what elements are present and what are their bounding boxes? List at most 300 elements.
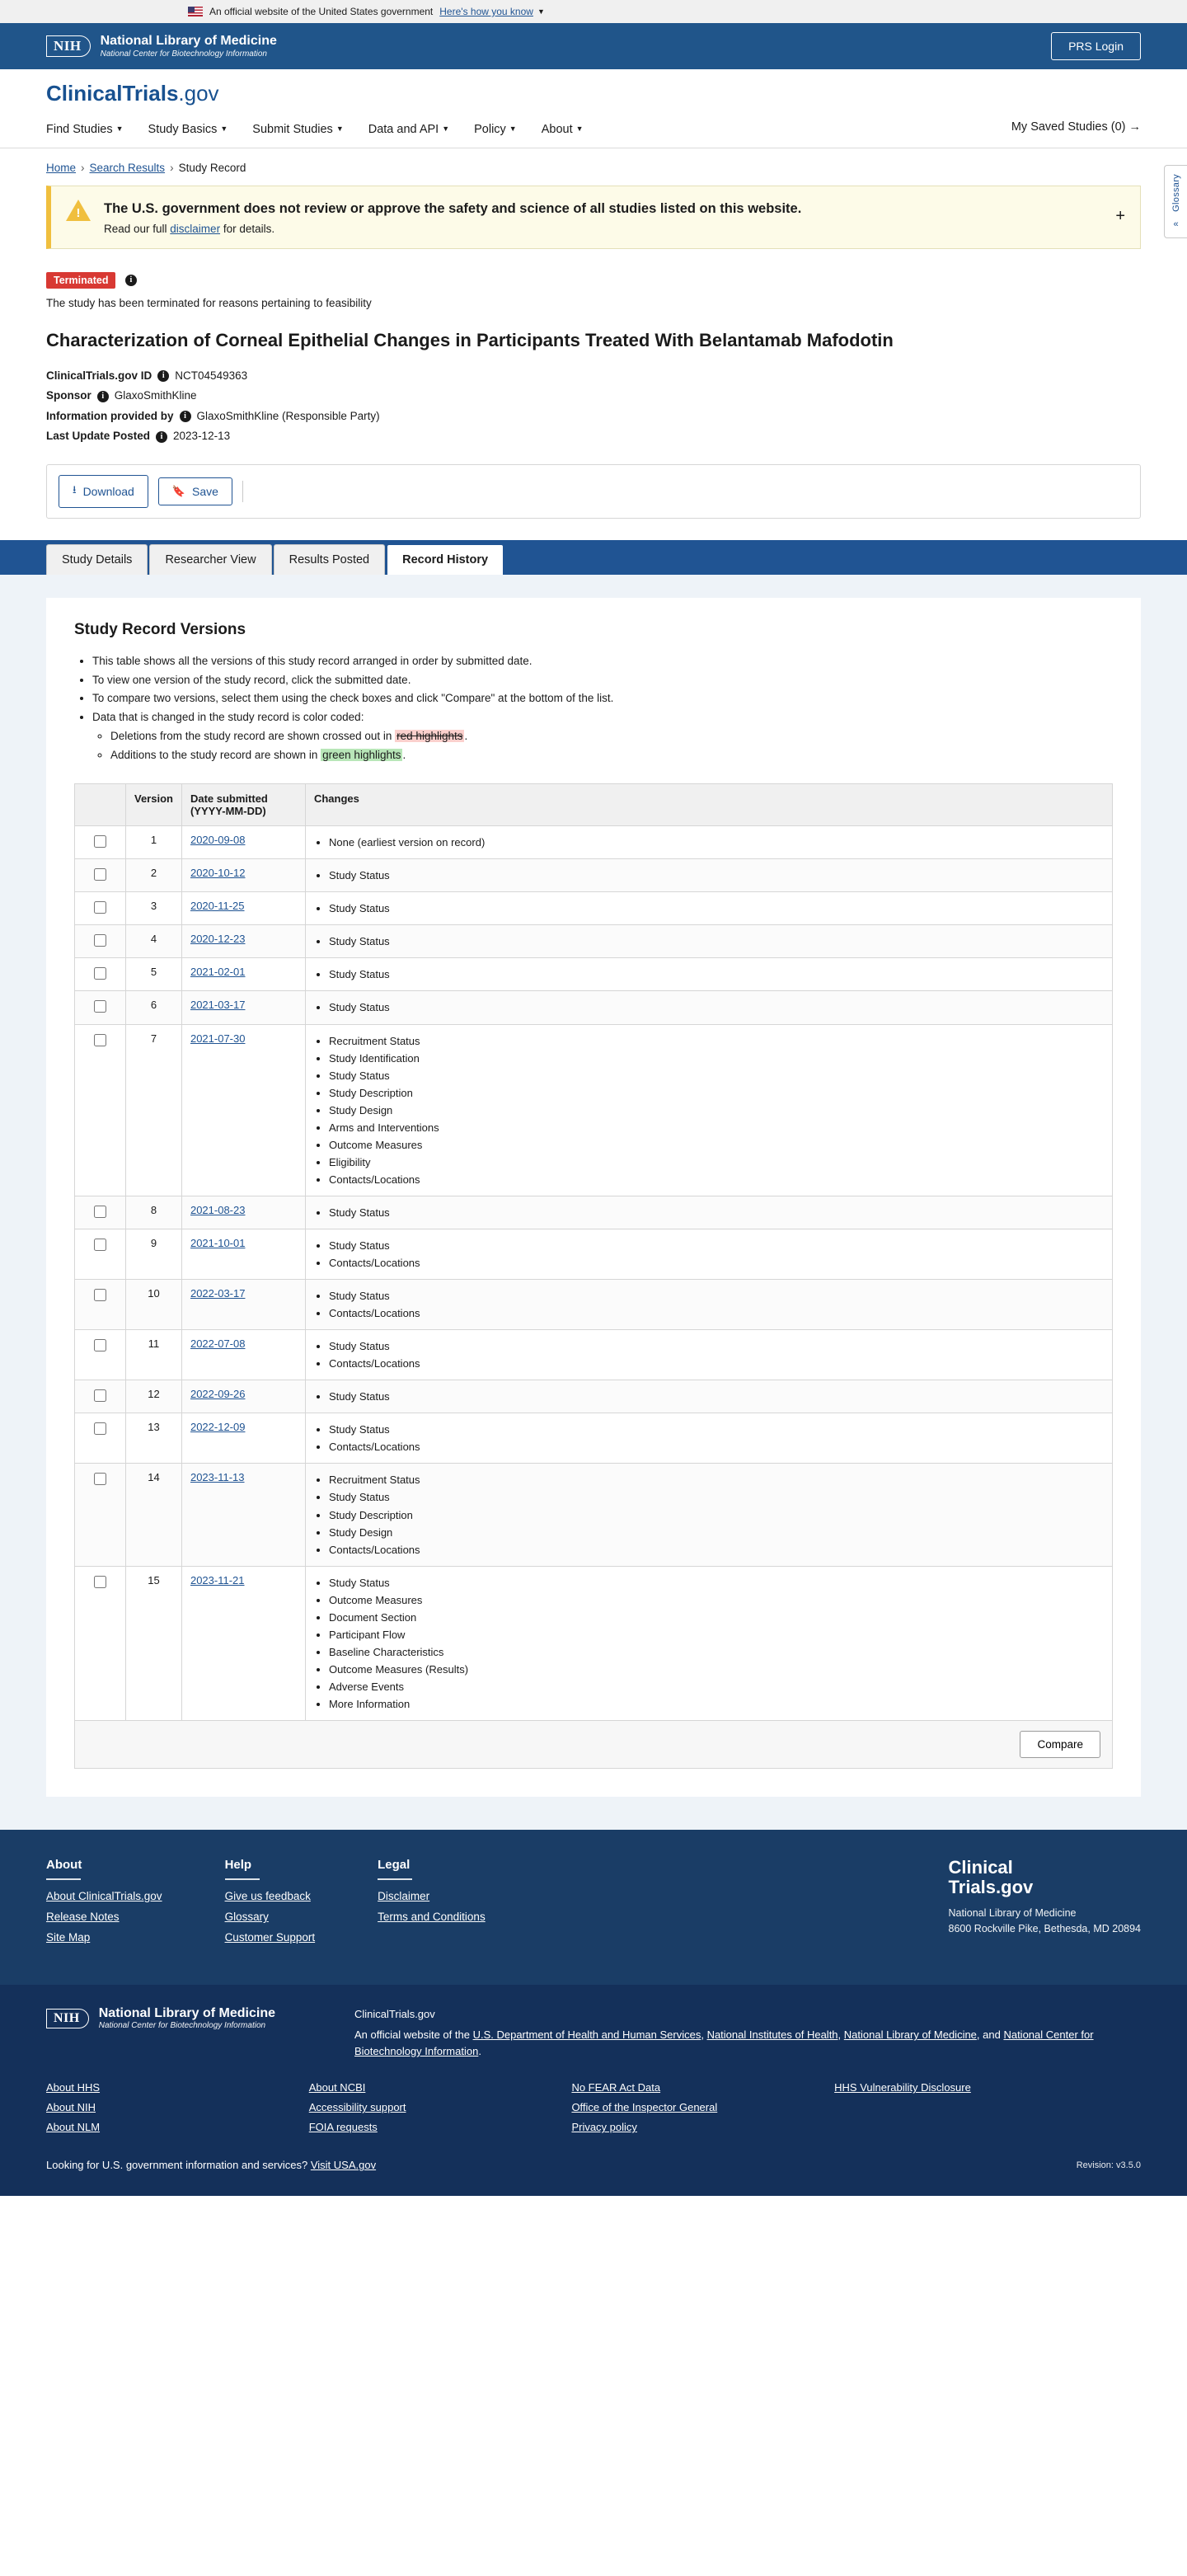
alert-title: The U.S. government does not review or approve the safety and science of all studies listed on this website. <box>104 201 802 216</box>
status-badge: Terminated <box>46 272 115 289</box>
row-select-cell <box>75 991 126 1024</box>
chevron-down-icon: ▼ <box>575 125 584 133</box>
content-area <box>0 575 1187 1830</box>
footer-link-inspector-general[interactable]: Office of the Inspector General <box>571 2101 718 2114</box>
change-item: • Participant Flow <box>329 1626 1104 1643</box>
status-section <box>0 249 1187 309</box>
date-submitted-cell <box>181 1196 305 1229</box>
nav-label: Study Basics <box>148 123 218 136</box>
footer-ncbi-subtitle: National Center for Biotechnology Information <box>98 2021 266 2031</box>
date-submitted-cell <box>181 1024 305 1196</box>
change-item: • Outcome Measures <box>329 1591 1104 1609</box>
row-select-cell <box>75 859 126 892</box>
gov-footer-link-column <box>46 2081 309 2141</box>
date-submitted-cell <box>181 1280 305 1330</box>
table-row <box>75 1330 1113 1380</box>
version-date-link[interactable]: 2022-12-09 <box>190 1421 246 1434</box>
tab-results-posted[interactable]: Results Posted <box>274 544 386 575</box>
row-select-cell <box>75 925 126 958</box>
chevron-down-icon: ▼ <box>442 125 450 133</box>
version-checkbox[interactable] <box>94 835 106 848</box>
version-checkbox[interactable] <box>94 1034 106 1046</box>
row-select-cell <box>75 958 126 991</box>
row-select-cell <box>75 1380 126 1413</box>
changes-cell <box>305 991 1112 1024</box>
change-item: • Study Status <box>329 867 1104 884</box>
chevron-down-icon: ▼ <box>509 125 517 133</box>
meta-label: Last Update Posted <box>46 430 151 443</box>
meta-row <box>46 430 1141 442</box>
change-item: • Study Status <box>329 1574 1104 1591</box>
change-item: • Study Design <box>329 1102 1104 1119</box>
footer-link-hhs[interactable]: U.S. Department of Health and Human Services <box>472 2028 701 2042</box>
version-checkbox[interactable] <box>94 1206 106 1218</box>
change-item: • Contacts/Locations <box>329 1355 1104 1372</box>
version-date-link[interactable]: 2021-07-30 <box>190 1032 246 1045</box>
nav-item-data-and-api[interactable] <box>368 118 449 148</box>
breadcrumb-search-results[interactable]: Search Results <box>89 162 166 174</box>
table-row <box>75 826 1113 859</box>
list-item: • To view one version of the study record, click the submitted date. <box>92 671 1113 690</box>
version-checkbox[interactable] <box>94 1239 106 1251</box>
change-item: • Study Description <box>329 1507 1104 1524</box>
footer-link-site-map[interactable]: Site Map <box>46 1931 91 1944</box>
us-flag-icon <box>188 7 203 16</box>
changes-cell <box>305 1024 1112 1196</box>
version-date-link[interactable]: 2020-09-08 <box>190 834 246 847</box>
footer-link-nlm[interactable]: National Library of Medicine <box>843 2028 977 2042</box>
row-select-cell <box>75 1024 126 1196</box>
footer-link-about-ncbi[interactable]: About NCBI <box>308 2081 366 2094</box>
color-code-intro: Data that is changed in the study record is color coded: <box>92 711 364 724</box>
nlm-title: National Library of Medicine <box>100 34 277 49</box>
date-submitted-cell <box>181 1380 305 1413</box>
change-item: • Eligibility <box>329 1154 1104 1171</box>
change-item: • More Information <box>329 1695 1104 1713</box>
disclaimer-alert <box>46 186 1141 249</box>
footer-link-nih[interactable]: National Institutes of Health <box>706 2028 838 2042</box>
table-footer <box>74 1721 1113 1769</box>
date-submitted-cell <box>181 958 305 991</box>
version-number-cell: 7 <box>126 1024 182 1196</box>
meta-label: ClinicalTrials.gov ID <box>46 369 152 382</box>
compare-button[interactable]: Compare <box>1020 1731 1100 1758</box>
row-select-cell <box>75 892 126 925</box>
version-date-link[interactable]: 2020-12-23 <box>190 933 246 946</box>
table-header-row <box>75 784 1113 826</box>
row-select-cell <box>75 1330 126 1380</box>
list-item: • To compare two versions, select them using the check boxes and click "Compare" at the bottom of the list. <box>92 689 1113 708</box>
chevron-down-icon: ▼ <box>335 125 344 133</box>
change-item: • None (earliest version on record) <box>329 834 1104 851</box>
main-nav <box>0 106 1187 148</box>
nav-item-submit-studies[interactable] <box>252 118 343 148</box>
disclaimer-link[interactable]: disclaimer <box>170 223 221 236</box>
alert-expand-button[interactable]: + <box>1115 207 1125 225</box>
footer-column-legal <box>378 1858 486 1952</box>
nav-label: Find Studies <box>46 123 113 136</box>
official-middle: , and <box>976 2028 1004 2042</box>
version-date-link[interactable]: 2022-03-17 <box>190 1287 246 1300</box>
divider <box>225 1878 260 1880</box>
version-date-link[interactable]: 2023-11-13 <box>190 1471 245 1484</box>
footer-link-disclaimer[interactable]: Disclaimer <box>378 1890 430 1903</box>
meta-row <box>46 410 1141 422</box>
change-item: • Study Status <box>329 1067 1104 1084</box>
column-header-changes: Changes <box>305 784 1112 826</box>
change-item: • Study Status <box>329 1388 1104 1405</box>
versions-table-body <box>75 826 1113 1721</box>
nih-logo[interactable] <box>46 34 277 58</box>
record-history-card <box>46 598 1141 1797</box>
info-icon[interactable]: i <box>156 431 167 443</box>
change-item: • Document Section <box>329 1609 1104 1626</box>
change-item: • Arms and Interventions <box>329 1119 1104 1136</box>
footer-address-line1: National Library of Medicine <box>948 1907 1077 1920</box>
gov-footer-link-column <box>309 2081 572 2141</box>
brand-bold: ClinicalTrials <box>46 81 179 106</box>
change-item: • Study Status <box>329 1421 1104 1438</box>
changes-cell <box>305 1380 1112 1413</box>
date-submitted-cell <box>181 892 305 925</box>
official-prefix: An official website of the <box>354 2028 473 2042</box>
footer-link-vulnerability-disclosure[interactable]: HHS Vulnerability Disclosure <box>834 2081 971 2094</box>
changes-cell <box>305 958 1112 991</box>
change-item: • Study Status <box>329 999 1104 1016</box>
table-row <box>75 925 1113 958</box>
version-date-link[interactable]: 2021-10-01 <box>190 1236 246 1249</box>
version-date-link[interactable]: 2021-03-17 <box>190 999 246 1012</box>
study-meta <box>46 369 1141 443</box>
footer-link-glossary[interactable]: Glossary <box>224 1911 269 1924</box>
version-number-cell: 11 <box>126 1330 182 1380</box>
row-select-cell <box>75 1413 126 1464</box>
footer-address-line2: 8600 Rockville Pike, Bethesda, MD 20894 <box>948 1923 1141 1935</box>
nav-label: About <box>541 123 573 136</box>
version-number-cell: 15 <box>126 1566 182 1720</box>
version-number-cell: 8 <box>126 1196 182 1229</box>
date-submitted-cell <box>181 1464 305 1566</box>
alert-subtext <box>104 223 801 235</box>
table-row <box>75 859 1113 892</box>
change-item: • Study Identification <box>329 1050 1104 1067</box>
changes-cell <box>305 859 1112 892</box>
version-checkbox[interactable] <box>94 1289 106 1301</box>
footer-heading: About <box>46 1858 82 1873</box>
glossary-tab[interactable] <box>1164 165 1187 238</box>
green-highlight-sample: green highlights <box>322 749 401 762</box>
version-number-cell: 2 <box>126 859 182 892</box>
breadcrumb-current: Study Record <box>178 162 246 174</box>
footer-link-about-nlm[interactable]: About NLM <box>46 2121 101 2134</box>
meta-row <box>46 389 1141 402</box>
study-tabs <box>0 540 1187 575</box>
glossary-tab-label: Glossary <box>1171 174 1181 212</box>
table-row <box>75 1380 1113 1413</box>
date-submitted-cell <box>181 991 305 1024</box>
footer-brand-line2: Trials.gov <box>948 1877 1034 1898</box>
footer-nih-logo[interactable] <box>46 2006 326 2030</box>
info-icon[interactable]: i <box>157 370 169 382</box>
meta-value: NCT04549363 <box>175 369 248 382</box>
change-item: • Study Status <box>329 1488 1104 1506</box>
row-select-cell <box>75 1196 126 1229</box>
version-number-cell: 9 <box>126 1229 182 1279</box>
site-header <box>0 69 1187 106</box>
version-checkbox[interactable] <box>94 1339 106 1351</box>
change-item: • Contacts/Locations <box>329 1438 1104 1455</box>
change-item: • Recruitment Status <box>329 1032 1104 1050</box>
footer-brand <box>949 1858 1141 1952</box>
site-footer <box>0 1830 1187 1985</box>
info-icon[interactable]: i <box>97 391 109 402</box>
changes-cell <box>305 1464 1112 1566</box>
nih-mark: NIH <box>46 2009 89 2028</box>
table-row <box>75 892 1113 925</box>
change-item: • Study Status <box>329 1337 1104 1355</box>
alert-sub-suffix: for details. <box>220 223 275 236</box>
change-item: • Study Status <box>329 933 1104 950</box>
version-checkbox[interactable] <box>94 901 106 914</box>
meta-value: GlaxoSmithKline (Responsible Party) <box>196 409 380 422</box>
chevron-down-icon: ▼ <box>220 125 228 133</box>
gov-footer-links <box>46 2081 1141 2141</box>
date-submitted-cell <box>181 1566 305 1720</box>
table-row <box>75 1024 1113 1196</box>
gov-footer-link-column <box>834 2081 1097 2141</box>
section-heading: Study Record Versions <box>74 620 246 638</box>
version-date-link[interactable]: 2023-11-21 <box>190 1573 245 1586</box>
version-date-link[interactable]: 2021-08-23 <box>190 1203 246 1216</box>
meta-value: 2023-12-13 <box>173 430 231 443</box>
nav-item-about[interactable] <box>542 118 584 148</box>
date-submitted-cell <box>181 826 305 859</box>
change-item: • Study Status <box>329 1287 1104 1304</box>
changes-cell <box>305 1566 1112 1720</box>
footer-brand-line1: Clinical <box>948 1857 1013 1878</box>
official-suffix: . <box>478 2045 481 2058</box>
version-number-cell: 12 <box>126 1380 182 1413</box>
chevron-down-icon: ▼ <box>115 125 124 133</box>
changes-cell <box>305 1196 1112 1229</box>
gov-banner <box>0 0 1187 23</box>
info-icon[interactable]: i <box>125 275 137 286</box>
footer-link-privacy-policy[interactable]: Privacy policy <box>571 2121 637 2134</box>
row-select-cell <box>75 826 126 859</box>
footer-link-about-clinicaltrials[interactable]: About ClinicalTrials.gov <box>46 1890 162 1903</box>
table-row <box>75 1413 1113 1464</box>
version-date-link[interactable]: 2022-07-08 <box>190 1337 246 1351</box>
column-header-version: Version <box>126 784 182 826</box>
version-date-link[interactable]: 2020-11-25 <box>190 900 245 913</box>
list-item <box>110 727 1113 746</box>
change-item: • Study Status <box>329 900 1104 917</box>
version-checkbox[interactable] <box>94 1473 106 1485</box>
date-submitted-cell <box>181 859 305 892</box>
footer-link-ncbi[interactable]: National Center for Biotechnology Information <box>354 2028 1094 2058</box>
date-submitted-cell <box>181 1330 305 1380</box>
breadcrumb-home[interactable]: Home <box>46 162 77 174</box>
deletions-suffix: . <box>464 730 468 743</box>
footer-official-text: ClinicalTrials.gov An official website of the U.S. Department of Health and Human Services, National Institutes of Health, National Library of Medicine, and National Center for Biotechnology Information. <box>354 2006 1141 2060</box>
breadcrumb-separator: › <box>81 162 85 174</box>
breadcrumb <box>0 148 1187 182</box>
nav-label: Data and API <box>368 123 439 136</box>
brand-light: .gov <box>178 81 219 106</box>
version-number-cell: 13 <box>126 1413 182 1464</box>
footer-link-about-nih[interactable]: About NIH <box>46 2101 96 2114</box>
version-date-link[interactable]: 2022-09-26 <box>190 1388 246 1401</box>
footer-site-name: ClinicalTrials.gov <box>354 2008 435 2021</box>
nav-item-policy[interactable] <box>474 118 517 148</box>
prs-login-button[interactable]: PRS Login <box>1051 32 1141 60</box>
how-you-know-link[interactable]: Here's how you know <box>439 6 533 17</box>
footer-column-help <box>225 1858 316 1952</box>
change-item: • Baseline Characteristics <box>329 1643 1104 1661</box>
change-item: • Contacts/Locations <box>329 1171 1104 1188</box>
change-item: • Outcome Measures (Results) <box>329 1661 1104 1678</box>
divider <box>46 1878 81 1880</box>
footer-heading: Legal <box>378 1858 411 1873</box>
gov-banner-text: An official website of the United States government <box>209 6 434 17</box>
version-number-cell: 14 <box>126 1464 182 1566</box>
warning-icon: ! <box>66 200 91 222</box>
nav-label: Policy <box>474 123 506 136</box>
tab-study-details[interactable]: Study Details <box>46 544 148 575</box>
row-select-cell <box>75 1229 126 1279</box>
divider <box>378 1878 412 1880</box>
changes-cell <box>305 1330 1112 1380</box>
version-number-cell: 10 <box>126 1280 182 1330</box>
instructions-list <box>74 652 1113 766</box>
table-row <box>75 1566 1113 1720</box>
column-header-date: Date submitted (YYYY-MM-DD) <box>181 784 305 826</box>
footer-link-foia[interactable]: FOIA requests <box>308 2121 378 2134</box>
table-row <box>75 1280 1113 1330</box>
change-item: • Contacts/Locations <box>329 1304 1104 1322</box>
meta-row <box>46 369 1141 382</box>
date-submitted-cell <box>181 925 305 958</box>
footer-link-about-hhs[interactable]: About HHS <box>46 2081 101 2094</box>
additions-suffix: . <box>402 749 406 762</box>
change-item: • Study Status <box>329 1204 1104 1221</box>
alert-sub-prefix: Read our full <box>104 223 171 236</box>
my-saved-studies-link[interactable]: My Saved Studies (0) → <box>1011 120 1141 134</box>
table-row <box>75 991 1113 1024</box>
download-label: Download <box>82 484 134 498</box>
collapse-icon: « <box>1173 219 1179 229</box>
footer-heading: Help <box>224 1858 252 1873</box>
gov-footer <box>0 1985 1187 2196</box>
save-button[interactable] <box>158 477 232 505</box>
save-label: Save <box>192 484 218 498</box>
nav-label: Submit Studies <box>252 123 333 136</box>
table-row <box>75 1464 1113 1566</box>
list-item: • This table shows all the versions of this study record arranged in order by submitted date. <box>92 652 1113 671</box>
list-item <box>92 708 1113 765</box>
ncbi-subtitle: National Center for Biotechnology Information <box>100 49 267 59</box>
nav-item-find-studies[interactable] <box>46 118 124 148</box>
nav-item-study-basics[interactable] <box>148 118 228 148</box>
version-number-cell: 3 <box>126 892 182 925</box>
footer-link-release-notes[interactable]: Release Notes <box>46 1911 120 1924</box>
revision-label: Revision: v3.5.0 <box>1076 2160 1141 2170</box>
bookmark-icon: 🔖 <box>171 484 186 497</box>
changes-cell <box>305 892 1112 925</box>
change-item: • Study Status <box>329 1237 1104 1254</box>
version-checkbox[interactable] <box>94 967 106 980</box>
footer-link-give-feedback[interactable]: Give us feedback <box>224 1890 311 1903</box>
nih-mark: NIH <box>46 35 91 57</box>
nih-header <box>0 23 1187 69</box>
gov-footer-bottom <box>46 2159 1141 2171</box>
changes-cell <box>305 826 1112 859</box>
site-brand[interactable] <box>46 81 1141 106</box>
footer-column-about <box>46 1858 162 1952</box>
change-item: • Recruitment Status <box>329 1471 1104 1488</box>
changes-cell <box>305 1229 1112 1279</box>
chevron-down-icon[interactable]: ▼ <box>537 7 545 16</box>
footer-link-no-fear-act[interactable]: No FEAR Act Data <box>571 2081 661 2094</box>
footer-link-terms[interactable]: Terms and Conditions <box>378 1911 486 1924</box>
usa-gov-link[interactable]: Visit USA.gov <box>310 2159 377 2172</box>
version-checkbox[interactable] <box>94 1389 106 1402</box>
version-checkbox[interactable] <box>94 934 106 947</box>
meta-value: GlaxoSmithKline <box>114 389 197 402</box>
change-item: • Contacts/Locations <box>329 1254 1104 1272</box>
tab-record-history[interactable]: Record History <box>387 544 504 575</box>
gov-footer-link-column <box>571 2081 834 2141</box>
change-item: • Outcome Measures <box>329 1136 1104 1154</box>
table-row <box>75 958 1113 991</box>
actions-bar <box>46 464 1141 519</box>
info-icon[interactable]: i <box>180 411 191 422</box>
status-note: The study has been terminated for reasons pertaining to feasibility <box>46 297 372 310</box>
version-checkbox[interactable] <box>94 1000 106 1013</box>
footer-link-customer-support[interactable]: Customer Support <box>224 1931 316 1944</box>
meta-label: Sponsor <box>46 389 91 402</box>
download-button[interactable] <box>59 475 148 508</box>
column-header-select <box>75 784 126 826</box>
date-submitted-cell <box>181 1413 305 1464</box>
version-date-link[interactable]: 2020-10-12 <box>190 867 246 880</box>
deletions-text: Deletions from the study record are shown crossed out in <box>110 730 396 743</box>
change-item: • Contacts/Locations <box>329 1541 1104 1558</box>
usa-gov-prompt: Looking for U.S. government information and services? <box>46 2159 308 2172</box>
version-date-link[interactable]: 2021-02-01 <box>190 966 246 979</box>
table-row <box>75 1196 1113 1229</box>
row-select-cell <box>75 1464 126 1566</box>
version-checkbox[interactable] <box>94 868 106 881</box>
version-checkbox[interactable] <box>94 1576 106 1588</box>
footer-link-accessibility[interactable]: Accessibility support <box>308 2101 406 2114</box>
download-icon: ⭳ <box>73 482 77 496</box>
page-title: Characterization of Corneal Epithelial Changes in Participants Treated With Belantamab Mafodotin <box>46 330 894 351</box>
change-item: • Study Design <box>329 1524 1104 1541</box>
list-item <box>110 746 1113 765</box>
divider <box>242 481 243 502</box>
tab-researcher-view[interactable]: Researcher View <box>149 544 271 575</box>
change-item: • Adverse Events <box>329 1678 1104 1695</box>
table-row <box>75 1229 1113 1279</box>
versions-table <box>74 783 1113 1721</box>
version-number-cell: 5 <box>126 958 182 991</box>
version-number-cell: 4 <box>126 925 182 958</box>
footer-nlm-title: National Library of Medicine <box>98 2006 275 2021</box>
red-highlight-sample: red highlights <box>396 730 463 743</box>
version-checkbox[interactable] <box>94 1422 106 1435</box>
changes-cell <box>305 1413 1112 1464</box>
